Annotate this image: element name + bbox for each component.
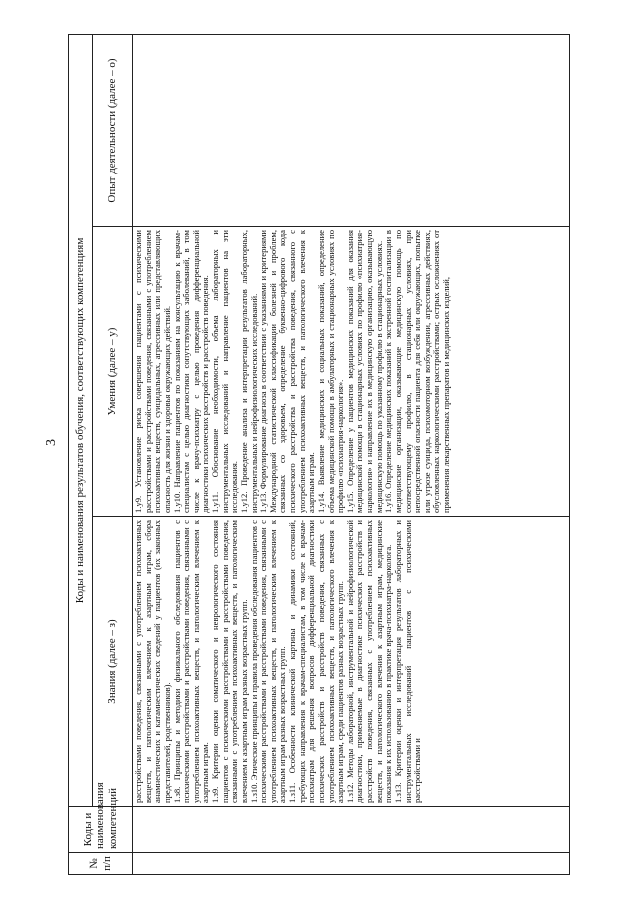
header-results-group: Коды и наименования результатов обучения, соответствующих компетенциям — [69, 35, 93, 807]
competency-table — [68, 34, 570, 875]
experience-cell — [133, 35, 570, 227]
page-number: 3 — [44, 439, 59, 446]
knowledge-item: расстройствами поведения, связанными с употреблением психоактивных веществ, и патологическим влечением к азартным играм, сбора анамнестических и катамнестических сведений у пациентов (их законных представителей, родственников). — [133, 520, 172, 803]
skill-item: 1.у12. Проведение анализа и интерпретации результатов лабораторных, инструментальных и нейрофизиологических исследований. — [238, 230, 259, 513]
skill-item: 1.у9. Установление риска совершения пациентами с психическими расстройствами и расстройствами поведения, связанными с употреблением психоактивных веществ, суицидальных, агрессивных или представляющих опасность для жизни и здоровья окружающих действий. — [133, 230, 172, 513]
skill-item: 1.у14. Выявление медицинских и социальных показаний, определение объема медицинской помощи в амбулаторных и стационарных условиях по профилю «психиатрия-наркология». — [315, 230, 346, 513]
skill-item: 1.у13. Формулирование диагноза в соответствии с указаниями и критериями Международной статистической классификации болезней и проблем, связанных со здоровьем, определение буквенно-цифрового кода психического расстройства и расстройства поведения, связанного с употреблением психоактивных веществ, и патологического влечения к азартным играм. — [258, 230, 317, 513]
skill-item: 1.у16. Определение медицинских показаний к экстренной госпитализации в медицинские организации, оказывающие медицинскую помощь по соответствующему профилю, в стационарных условиях, при непосредственной опасности пациента для себя или окружающих, попытке или угрозе суицида, психомоторном возбуждении, агрессивных действиях, обусловленных наркологическими расстройствами; острых осложнениях от применения лекарственных препаратов и медицинских изделий, — [383, 230, 451, 513]
competency-table-sheet — [68, 35, 570, 875]
knowledge-item: 1.з10. Этические принципы и правила проведения обследования пациентов с психическими расстройствами и расстройствами поведения, связанными с употреблением психоактивных веществ, и патологическим влечением к азартным играм разных возрастных групп. — [248, 520, 288, 803]
header-competency-codes: Коды и наименования компетенций — [69, 807, 133, 853]
cell-competency-code — [133, 807, 570, 853]
skill-item: 1.у15. Определение у пациентов медицинских показаний для оказания медицинской помощи в стационарных условиях по профилю «психиатрия-наркология» и направление их в медицинскую организацию, оказывающую медицинскую помощь по указанному профилю в стационарных условиях. — [344, 230, 384, 513]
knowledge-cell — [133, 517, 570, 807]
header-knowledge: Знания (далее – з) — [93, 517, 133, 807]
header-experience: Опыт деятельности (далее – о) — [93, 35, 133, 227]
knowledge-item: 1.з8. Принципы и методики физикального обследования пациентов с психическими расстройствами и расстройствами поведения, связанными с употреблением психоактивных веществ, и патологическим влечением к азартным играм. — [171, 520, 211, 803]
knowledge-item: 1.з12. Методы лабораторной, инструментальной и нейрофизиологической диагностики, применяемые в диагностике психических расстройств и расстройств поведения, связанных с употреблением психоактивных веществ, и патологического влечения к азартным играм, медицинские показания к их использованию в практике врача-психиатра-нарколога. — [344, 520, 394, 803]
header-skills: Умения (далее – у) — [93, 227, 133, 517]
skills-cell — [133, 227, 570, 517]
knowledge-item: 1.з11. Особенности клинической картины и динамики состояний, требующих направления к врачам-специалистам, в том числе к врачам-психиатрам для решения вопросов дифференциальной диагностики психических расстройств и расстройств поведения, связанных с употреблением психоактивных веществ, и патологического влечения к азартным играм, среди пациентов разных возрастных групп. — [287, 520, 346, 803]
header-number: № п/п — [69, 853, 133, 875]
cell-number — [133, 853, 570, 875]
skill-item: 1.у10. Направление пациентов по показаниям на консультацию к врачам-специалистам с целью диагностики сопутствующих заболеваний, в том числе к врачу-психиатру с целью проведения дифференциальной диагностики психических расстройств и расстройств поведения. — [171, 230, 211, 513]
knowledge-item: 1.з13. Критерии оценки и интерпретация результатов лабораторных и инструментальных исследований пациентов с психическими расстройствами и — [392, 520, 423, 803]
skill-item: 1.у11. Обоснование необходимости, объема лабораторных и инструментальных исследований и направление пациентов на эти исследования. — [210, 230, 240, 513]
knowledge-item: 1.з9. Критерии оценки соматического и неврологического состояния пациентов с психическими расстройствами и расстройствами поведения, связанными с употреблением психоактивных веществ, и патологическим влечением к азартным играм разных возрастных групп. — [210, 520, 249, 803]
